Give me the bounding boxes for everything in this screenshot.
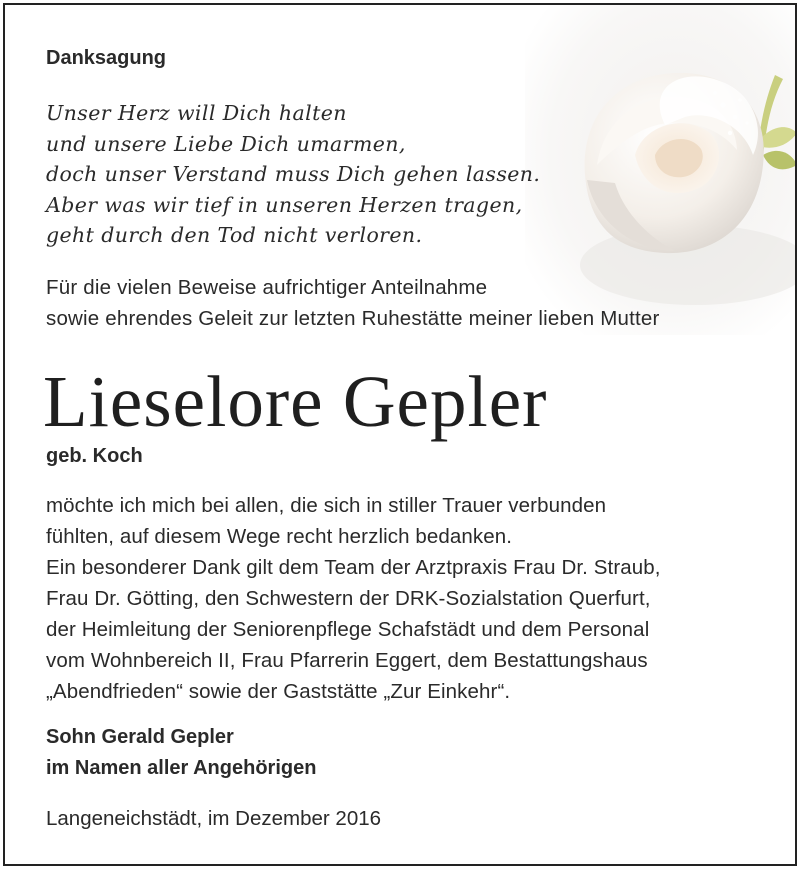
signature-line: Sohn Gerald Gepler xyxy=(46,726,234,748)
intro-line: Für die vielen Beweise aufrichtiger Anteilnahme xyxy=(46,276,488,299)
body-line: vom Wohnbereich II, Frau Pfarrerin Eggert, dem Bestattungshaus xyxy=(46,649,648,672)
body-line: möchte ich mich bei allen, die sich in stiller Trauer verbunden xyxy=(46,494,607,517)
thanks-body xyxy=(46,490,661,707)
deceased-name: Lieselore Gepler xyxy=(43,361,548,442)
poem-line: Unser Herz will Dich halten xyxy=(46,101,347,125)
body-line: Frau Dr. Götting, den Schwestern der DRK-Sozialstation Querfurt, xyxy=(46,587,651,610)
poem-line: geht durch den Tod nicht verloren. xyxy=(46,223,423,247)
poem xyxy=(46,98,540,251)
body-line: Ein besonderer Dank gilt dem Team der Arztpraxis Frau Dr. Straub, xyxy=(46,556,661,579)
intro-text xyxy=(46,272,660,334)
body-line: der Heimleitung der Seniorenpflege Schafstädt und dem Personal xyxy=(46,618,650,641)
obituary-notice xyxy=(3,3,797,866)
place-date: Langeneichstädt, im Dezember 2016 xyxy=(46,807,382,830)
poem-line: und unsere Liebe Dich umarmen, xyxy=(46,131,406,156)
poem-line: doch unser Verstand muss Dich gehen lassen. xyxy=(46,162,541,186)
signature-line: im Namen aller Angehörigen xyxy=(46,757,317,779)
poem-line: Aber was wir tief in unseren Herzen tragen, xyxy=(46,192,523,217)
intro-line: sowie ehrendes Geleit zur letzten Ruhestätte meiner lieben Mutter xyxy=(46,307,660,330)
body-line: „Abendfrieden“ sowie der Gaststätte „Zur Einkehr“. xyxy=(46,680,511,703)
body-line: fühlten, auf diesem Wege recht herzlich bedanken. xyxy=(46,525,513,548)
maiden-name: geb. Koch xyxy=(46,445,143,467)
signature xyxy=(46,722,316,784)
heading-danksagung: Danksagung xyxy=(46,47,167,69)
